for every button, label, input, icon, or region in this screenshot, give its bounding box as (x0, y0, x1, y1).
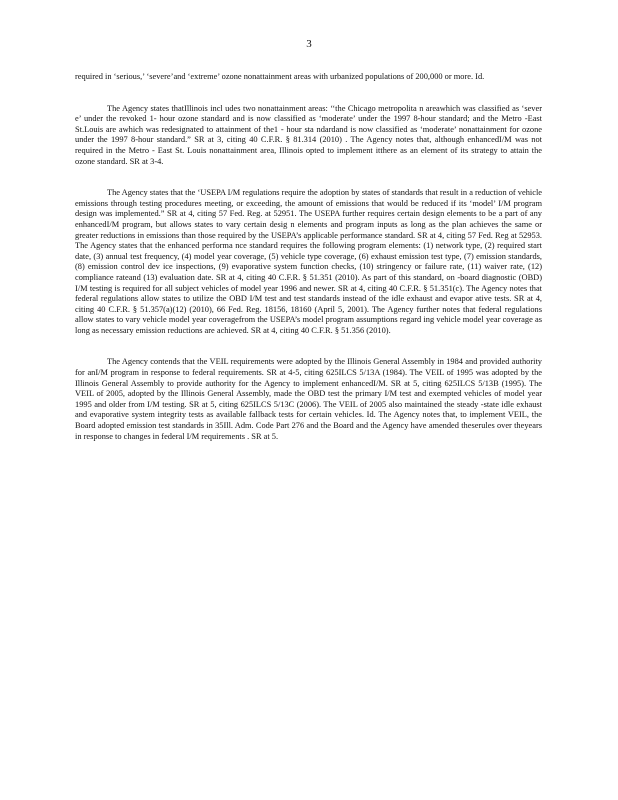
paragraph-usepa-im-regulations: The Agency states that the ‘USEPA I/M regulations require the adoption by states of standards that result in a reduction of vehicle emissions through testing procedures meeting, or exceeding, the amount of emissions that would be reduced if its ‘model’ I/M program design was implemented.” SR at 4, citing 57 Fed. Reg. at 52951. The USEPA further requires certain design elements to be a part of any enhancedI/M program, but allows states to vary certain desig n elements and program inputs as long as the plan achieves the same or greater reductions in emissions than those required by the USEPA’s applicable performance standard. SR at 4, citing 57 Fed. Reg at 52953. The Agency states that the enhanced performa nce standard requires the following program elements: (1) network type, (2) required start date, (3) annual test frequency, (4) model year coverage, (5) vehicle type coverage, (6) exhaust emission test type, (7) emission standards, (8) emission control dev ice inspections, (9) evaporative system function checks, (10) stringency or failure rate, (11) waiver rate, (12) compliance rateand (13) evaluation date. SR at 4, citing 40 C.F.R. § 51.351 (2010). As part of this standard, on -board diagnostic (OBD) I/M testing is required for all subject vehicles of model year 1996 and newer. SR at 4, citing 40 C.F.R. § 51.351(c). The Agency notes that federal regulations allow states to utilize the OBD I/M test and test standards instead of the idle exhaust and evapor ative tests. SR at 4, citing 40 C.F.R. § 51.357(a)(12) (2010), 66 Fed. Reg. 18156, 18160 (April 5, 2001). The Agency further notes that federal regulations allow states to vary vehicle model year coveragefrom the USEPA’s model program assumptions regard ing vehicle model year coverage as long as necessary emission reductions are achieved. SR at 4, citing 40 C.F.R. § 51.356 (2010). (75, 188, 542, 335)
document-body (75, 72, 542, 463)
page-number: 3 (306, 38, 312, 50)
paragraph-continuation: required in ‘serious,’ ‘severe’and ‘extreme’ ozone nonattainment areas with urbanized populations of 200,000 or more. Id. (75, 72, 485, 81)
paragraph-veil-requirements: The Agency contends that the VEIL requirements were adopted by the Illinois General Assembly in 1984 and provided authority for anI/M program in response to federal requirements. SR at 4-5, citing 625ILCS 5/13A (1984). The VEIL of 1995 was adopted by the Illinois General Assembly to provide authority for the Agency to implement enhancedI/M. SR at 5, citing 625ILCS 5/13B (1995). The VEIL of 2005, adopted by the Illinois General Assembly, made the OBD test the primary I/M test and exempted vehicles of model year 1995 and older from I/M testing. SR at 5, citing 625ILCS 5/13C (2006). The VEIL of 2005 also maintained the steady -state idle exhaust and evaporative system integrity tests as available fallback tests for certain vehicles. Id. The Agency notes that, to implement VEIL, the Board adopted emission test standards in 35Ill. Adm. Code Part 276 and the Board and the Agency have amended theserules over theyears in response to changes in federal I/M requirements . SR at 5. (75, 357, 542, 441)
paragraph-nonattainment-areas: The Agency states thatIllinois incl udes two nonattainment areas: ‘‘the Chicago metropolita n areawhich was classified as ‘sever e’ under the revoked 1- hour ozone standard and is now classified as ‘moderate’ under the 1997 8-hour standard; and the Metro -East St.Louis are awhich was redesignated to attainment of the1 - hour sta ndardand is now classified as ‘moderate’ nonattainment for ozone under the 1997 8-hour standard.” SR at 3, citing 40 C.F.R. § 81.314 (2010) . The Agency notes that, although enhancedI/M was not required in the Metro - East St. Louis nonattainment area, Illinois opted to implement itthere as an element of its strategy to attain the ozone standard. SR at 3-4. (75, 103, 542, 166)
